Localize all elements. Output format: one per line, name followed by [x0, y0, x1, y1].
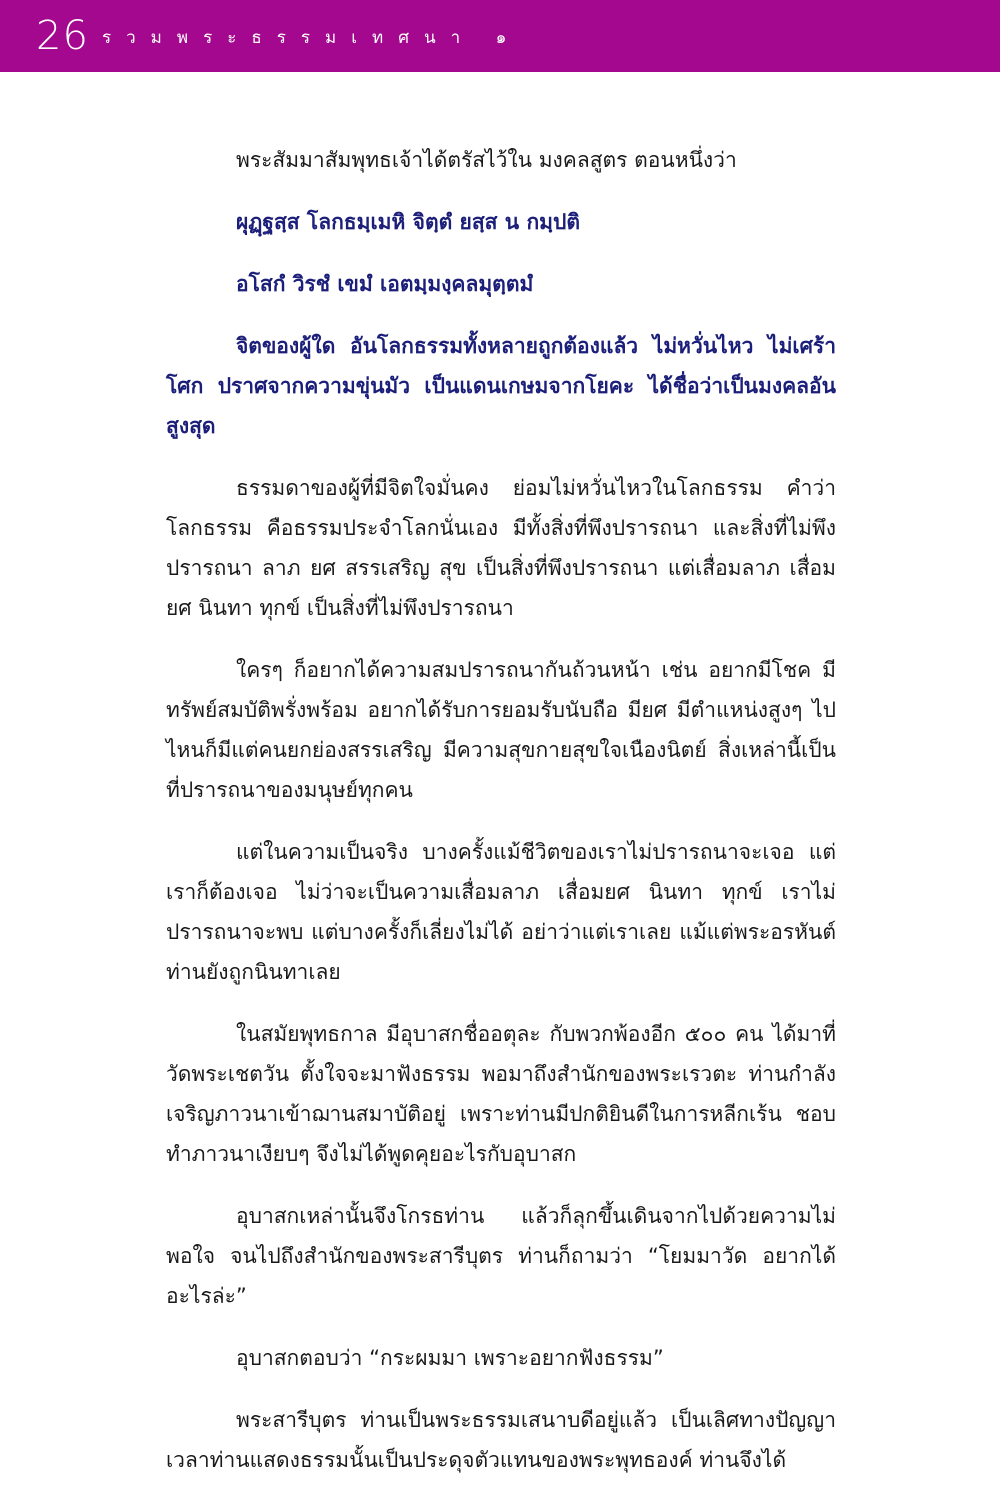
intro-paragraph: พระสัมมาสัมพุทธเจ้าได้ตรัสไว้ใน มงคลสูตร ตอนหนึ่งว่า: [236, 148, 737, 172]
body-paragraph-5: อุบาสกเหล่านั้นจึงโกรธท่าน แล้วก็ลุกขึ้นเดินจากไปด้วยความไม่พอใจ จนไปถึงสำนักของพระสารีบุตร ท่านก็ถามว่า “โยมมาวัด อยากได้อะไรล่ะ”: [166, 1204, 836, 1308]
body-paragraph-6: อุบาสกตอบว่า “กระผมมา เพราะอยากฟังธรรม”: [236, 1346, 664, 1370]
page-number: 26: [36, 13, 89, 59]
verse-translation: จิตของผู้ใด อันโลกธรรมทั้งหลายถูกต้องแล้ว ไม่หวั่นไหว ไม่เศร้าโศก ปราศจากความขุ่นมัว เป็นแดนเกษมจากโยคะ ได้ชื่อว่าเป็นมงคลอันสูงสุด: [166, 334, 836, 438]
pali-verse-line-1: ผุฏฺฐสฺส โลกธมฺเมหิ จิตฺตํ ยสฺส น กมฺปติ: [236, 210, 580, 234]
page-body: [166, 140, 836, 1502]
body-paragraph-7: พระสารีบุตร ท่านเป็นพระธรรมเสนาบดีอยู่แล้ว เป็นเลิศทางปัญญา เวลาท่านแสดงธรรมนั้นเป็นประดุจตัวแทนของพระพุทธองค์ ท่านจึงได้: [166, 1408, 836, 1472]
running-title: รวมพระธรรมเทศนา ๑: [102, 28, 522, 48]
header-bar: [0, 0, 1000, 72]
body-paragraph-3: แต่ในความเป็นจริง บางครั้งแม้ชีวิตของเราไม่ปรารถนาจะเจอ แต่เราก็ต้องเจอ ไม่ว่าจะเป็นความเสื่อมลาภ เสื่อมยศ นินทา ทุกข์ เราไม่ปรารถนาจะพบ แต่บางครั้งก็เลี่ยงไม่ได้ อย่าว่าแต่เราเลย แม้แต่พระอรหันต์ท่านยังถูกนินทาเลย: [166, 840, 836, 984]
body-paragraph-1: ธรรมดาของผู้ที่มีจิตใจมั่นคง ย่อมไม่หวั่นไหวในโลกธรรม คำว่า โลกธรรม คือธรรมประจำโลกนั่นเอง มีทั้งสิ่งที่พึงปรารถนา และสิ่งที่ไม่พึงปรารถนา ลาภ ยศ สรรเสริญ สุข เป็นสิ่งที่พึงปรารถนา แต่เสื่อมลาภ เสื่อมยศ นินทา ทุกข์ เป็นสิ่งที่ไม่พึงปรารถนา: [166, 476, 836, 620]
body-paragraph-2: ใครๆ ก็อยากได้ความสมปรารถนากันถ้วนหน้า เช่น อยากมีโชค มีทรัพย์สมบัติพรั่งพร้อม อยากได้รับการยอมรับนับถือ มียศ มีตำแหน่งสูงๆ ไปไหนก็มีแต่คนยกย่องสรรเสริญ มีความสุขกายสุขใจเนืองนิตย์ สิ่งเหล่านี้เป็นที่ปรารถนาของมนุษย์ทุกคน: [166, 658, 836, 802]
body-paragraph-4: ในสมัยพุทธกาล มีอุบาสกชื่ออตุละ กับพวกพ้องอีก ๕๐๐ คน ได้มาที่วัดพระเชตวัน ตั้งใจจะมาฟังธรรม พอมาถึงสำนักของพระเรวตะ ท่านกำลังเจริญภาวนาเข้าฌานสมาบัติอยู่ เพราะท่านมีปกติยินดีในการหลีกเร้น ชอบทำภาวนาเงียบๆ จึงไม่ได้พูดคุยอะไรกับอุบาสก: [166, 1022, 836, 1166]
pali-verse-line-2: อโสกํ วิรชํ เขมํ เอตมฺมงฺคลมุตฺตมํ: [236, 272, 534, 296]
